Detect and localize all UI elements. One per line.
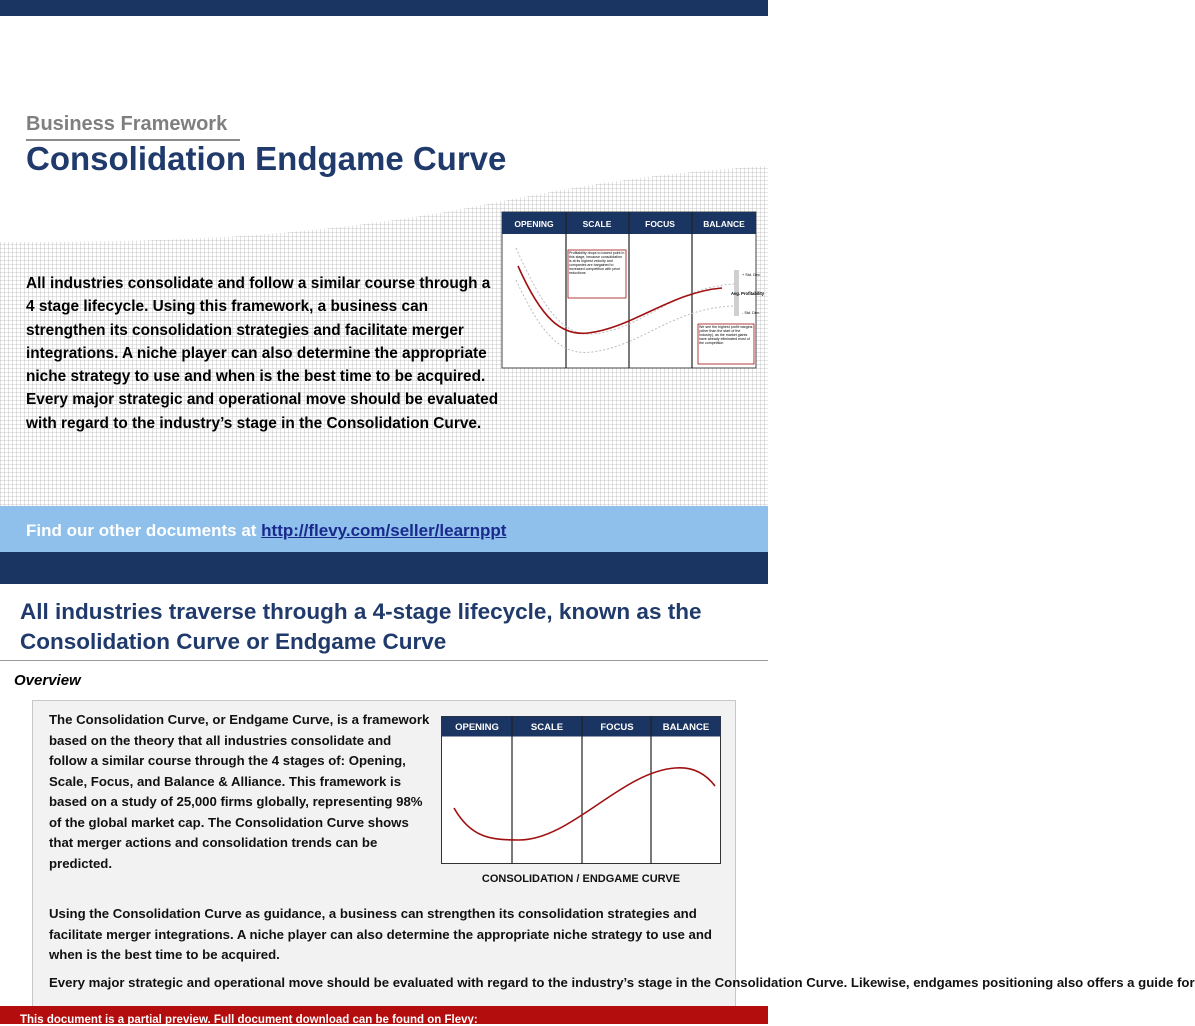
preview-notice-text: This document is a partial preview. Full document download can be found on Flevy: [20,1014,478,1026]
stage-label-opening: OPENING [455,722,499,733]
mini-endgame-chart [502,196,765,368]
chart-frame [442,717,721,864]
mini-label-plus: + Std. Dev. [742,273,761,277]
find-documents-text [26,521,506,541]
mini-stage-label: SCALE [582,219,612,229]
hero-title: Consolidation Endgame Curve [26,140,507,177]
overview-paragraph-1: The Consolidation Curve, or Endgame Curve, is a framework based on the theory that all industries consolidate and follow a similar course through the 4 stages of: Opening, Scale, Focus, and Balance & Alliance. This framework is based on a study of 25,000 firms globally, representing 98% of the global market cap. The Consolidation Curve shows that merger actions and consolidation trends can be predicted. [49,712,430,871]
find-documents-label: Find our other documents at [26,521,262,540]
seller-link[interactable]: http://flevy.com/seller/learnppt [261,521,507,540]
overview-paragraph-3: Every major strategic and operational move should be evaluated with regard to the industry’s stage in the Consolidation Curve. Likewise, endgames positioning also offers a guide for [49,975,1195,990]
mini-stage-label: FOCUS [645,219,675,229]
mini-label-avg: Avg. Profitability [731,291,765,296]
mini-stage-label: BALANCE [703,219,745,229]
stage-label-focus: FOCUS [600,722,634,733]
chart-caption: CONSOLIDATION / ENDGAME CURVE [481,873,681,885]
endgame-curve-chart [441,716,721,864]
slide-title-rule [0,660,768,661]
slide-title: All industries traverse through a 4-stage lifecycle, known as the Consolidation Curve or Endgame Curve [20,599,702,654]
mid-navy-bar [0,552,768,584]
stage-label-balance: BALANCE [662,722,710,733]
mini-label-minus: - Std. Dev. [742,311,760,315]
mini-stage-label: OPENING [514,219,554,229]
overview-label: Overview [14,672,81,689]
mini-note-right: We see the highest profit margins (other than the start of the Industry), as the market giants have already eliminated most of the competition [699,325,753,346]
overview-paragraph-2: Using the Consolidation Curve as guidance, a business can strengthen its consolidation strategies and facilitate merger integrations. A niche player can also determine the appropriate niche strategy to use and when is the best time to be acquired. [49,906,712,962]
stage-label-scale: SCALE [530,722,564,733]
hero-description: All industries consolidate and follow a similar course through a 4 stage lifecycle. Using this framework, a business can strengthen its consolidation strategies and facilitate merger integrations. A niche player can also determine the appropriate niche strategy to use and when is the best time to be acquired. Every major strategic and operational move should be evaluated with regard to the industry’s stage in the Consolidation Curve. [26,275,499,432]
hero-kicker: Business Framework [26,113,228,135]
top-navy-bar [0,0,768,16]
mini-note-left: Profitability drops to lowest point in this stage, because consolidation is at its highest velocity and companies are bargained to increased competition with price reductions [569,251,625,276]
